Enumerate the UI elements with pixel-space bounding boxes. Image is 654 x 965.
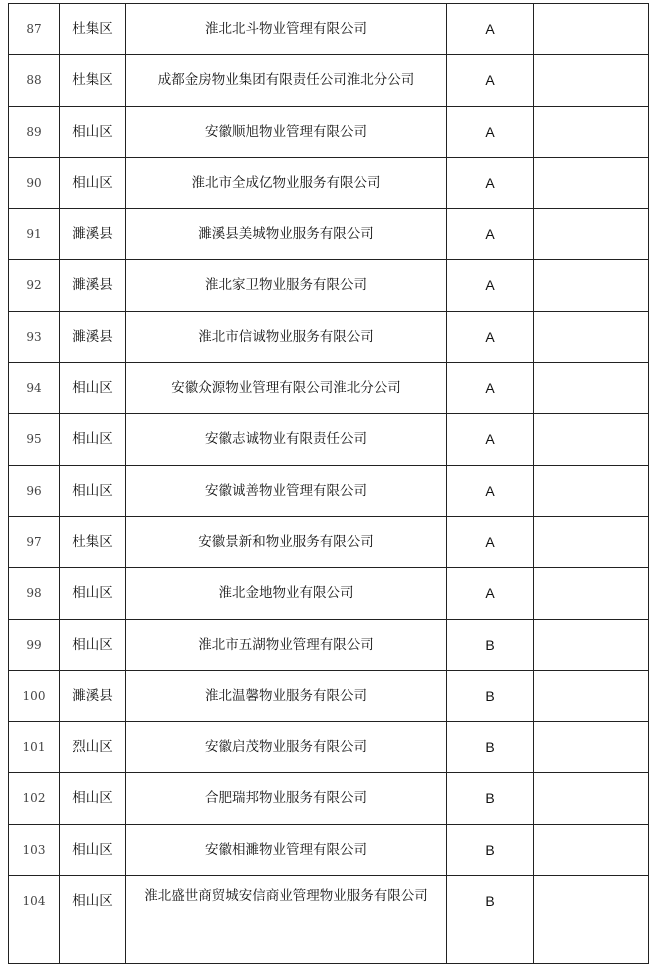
company-name-cell: 安徽启茂物业服务有限公司 <box>126 722 447 773</box>
row-number: 95 <box>9 414 60 465</box>
company-name-cell: 合肥瑞邦物业服务有限公司 <box>126 773 447 824</box>
district-cell: 相山区 <box>60 414 126 465</box>
district-cell: 杜集区 <box>60 516 126 567</box>
table-row <box>9 773 649 824</box>
grade-cell: A <box>447 465 534 516</box>
table-row <box>9 209 649 260</box>
row-number: 100 <box>9 670 60 721</box>
grade-cell: A <box>447 414 534 465</box>
grade-cell: A <box>447 260 534 311</box>
grade-cell: A <box>447 363 534 414</box>
note-cell <box>534 568 649 619</box>
row-number: 93 <box>9 311 60 362</box>
table-row <box>9 260 649 311</box>
company-name-cell: 安徽众源物业管理有限公司淮北分公司 <box>126 363 447 414</box>
company-name-cell: 安徽景新和物业服务有限公司 <box>126 516 447 567</box>
table-row <box>9 414 649 465</box>
table-row <box>9 363 649 414</box>
note-cell <box>534 55 649 106</box>
note-cell <box>534 773 649 824</box>
table-row <box>9 619 649 670</box>
note-cell <box>534 260 649 311</box>
district-cell: 濉溪县 <box>60 670 126 721</box>
table-row <box>9 157 649 208</box>
note-cell <box>534 4 649 55</box>
grade-cell: B <box>447 722 534 773</box>
district-cell: 濉溪县 <box>60 260 126 311</box>
company-name-cell: 淮北北斗物业管理有限公司 <box>126 4 447 55</box>
row-number: 96 <box>9 465 60 516</box>
table-row <box>9 876 649 964</box>
row-number: 91 <box>9 209 60 260</box>
note-cell <box>534 722 649 773</box>
note-cell <box>534 363 649 414</box>
grade-cell: B <box>447 824 534 875</box>
grade-cell: A <box>447 568 534 619</box>
note-cell <box>534 619 649 670</box>
company-name-cell: 淮北市全成亿物业服务有限公司 <box>126 157 447 208</box>
company-name-cell: 安徽诚善物业管理有限公司 <box>126 465 447 516</box>
note-cell <box>534 311 649 362</box>
district-cell: 相山区 <box>60 157 126 208</box>
company-name-cell: 安徽志诚物业有限责任公司 <box>126 414 447 465</box>
district-cell: 相山区 <box>60 363 126 414</box>
grade-cell: B <box>447 619 534 670</box>
company-name-cell: 成都金房物业集团有限责任公司淮北分公司 <box>126 55 447 106</box>
note-cell <box>534 106 649 157</box>
company-name-cell: 淮北金地物业有限公司 <box>126 568 447 619</box>
table-row <box>9 4 649 55</box>
table-body <box>9 4 649 964</box>
note-cell <box>534 157 649 208</box>
company-name-cell: 淮北盛世商贸城安信商业管理物业服务有限公司 <box>126 876 447 964</box>
district-cell: 相山区 <box>60 824 126 875</box>
grade-cell: A <box>447 4 534 55</box>
table-row <box>9 311 649 362</box>
district-cell: 相山区 <box>60 465 126 516</box>
row-number: 92 <box>9 260 60 311</box>
row-number: 90 <box>9 157 60 208</box>
row-number: 102 <box>9 773 60 824</box>
district-cell: 相山区 <box>60 773 126 824</box>
grade-cell: A <box>447 106 534 157</box>
company-name-cell: 安徽相濉物业管理有限公司 <box>126 824 447 875</box>
table-row <box>9 670 649 721</box>
row-number: 101 <box>9 722 60 773</box>
table-row <box>9 568 649 619</box>
grade-cell: A <box>447 516 534 567</box>
district-cell: 烈山区 <box>60 722 126 773</box>
row-number: 97 <box>9 516 60 567</box>
grade-cell: B <box>447 876 534 964</box>
company-name-cell: 濉溪县美城物业服务有限公司 <box>126 209 447 260</box>
table-row <box>9 824 649 875</box>
grade-cell: A <box>447 157 534 208</box>
company-name-cell: 安徽顺旭物业管理有限公司 <box>126 106 447 157</box>
company-name-cell: 淮北家卫物业服务有限公司 <box>126 260 447 311</box>
table-row <box>9 722 649 773</box>
grade-cell: A <box>447 311 534 362</box>
note-cell <box>534 209 649 260</box>
row-number: 103 <box>9 824 60 875</box>
row-number: 88 <box>9 55 60 106</box>
company-name-cell: 淮北温馨物业服务有限公司 <box>126 670 447 721</box>
table-row <box>9 465 649 516</box>
district-cell: 濉溪县 <box>60 209 126 260</box>
district-cell: 相山区 <box>60 106 126 157</box>
company-rating-table <box>8 3 649 964</box>
grade-cell: B <box>447 773 534 824</box>
district-cell: 濉溪县 <box>60 311 126 362</box>
row-number: 98 <box>9 568 60 619</box>
district-cell: 杜集区 <box>60 4 126 55</box>
district-cell: 相山区 <box>60 876 126 964</box>
note-cell <box>534 824 649 875</box>
company-name-cell: 淮北市五湖物业管理有限公司 <box>126 619 447 670</box>
note-cell <box>534 414 649 465</box>
district-cell: 杜集区 <box>60 55 126 106</box>
note-cell <box>534 670 649 721</box>
district-cell: 相山区 <box>60 568 126 619</box>
row-number: 94 <box>9 363 60 414</box>
note-cell <box>534 876 649 964</box>
note-cell <box>534 465 649 516</box>
district-cell: 相山区 <box>60 619 126 670</box>
grade-cell: A <box>447 55 534 106</box>
grade-cell: A <box>447 209 534 260</box>
row-number: 87 <box>9 4 60 55</box>
table-row <box>9 516 649 567</box>
grade-cell: B <box>447 670 534 721</box>
table-row <box>9 55 649 106</box>
row-number: 104 <box>9 876 60 964</box>
company-name-cell: 淮北市信诚物业服务有限公司 <box>126 311 447 362</box>
row-number: 89 <box>9 106 60 157</box>
note-cell <box>534 516 649 567</box>
row-number: 99 <box>9 619 60 670</box>
table-row <box>9 106 649 157</box>
